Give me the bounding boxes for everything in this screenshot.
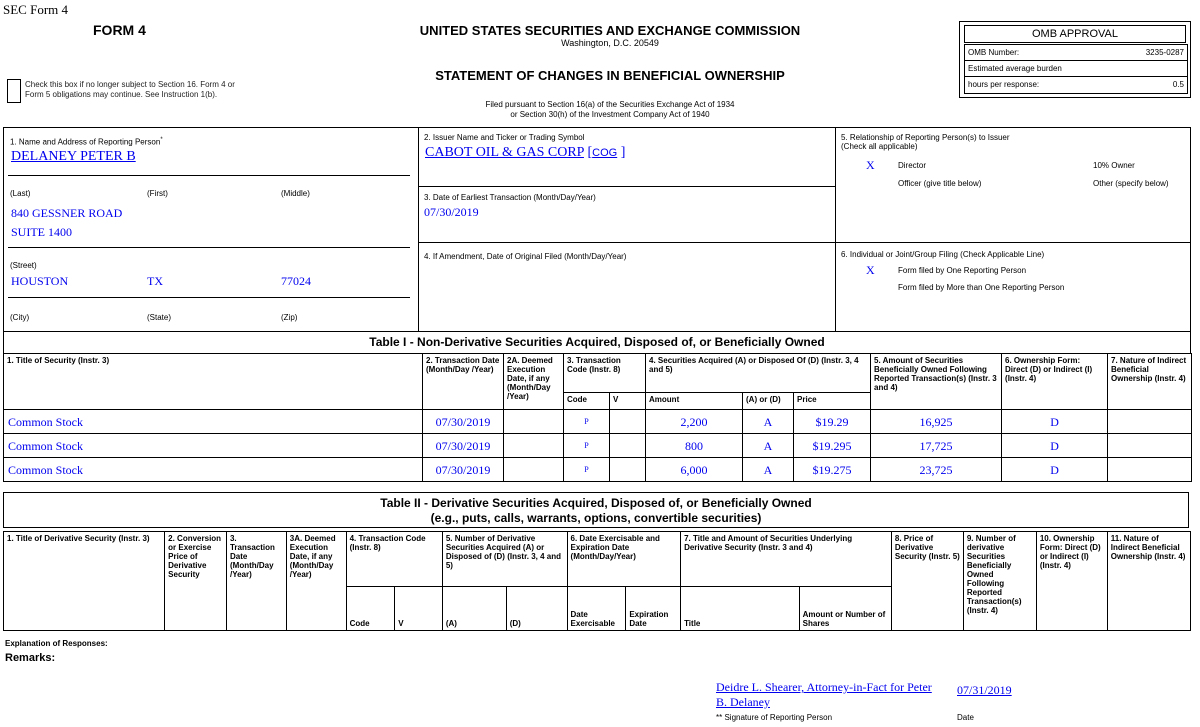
middle-label: (Middle) (281, 189, 310, 198)
price: $19.275 (794, 458, 871, 482)
reporting-person-section (4, 128, 419, 331)
amendment-label: 4. If Amendment, Date of Original Filed (Month/Day/Year) (424, 252, 627, 261)
ownership-form: D (1002, 434, 1108, 458)
t1-header-deemed-date: 2A. Deemed Execution Date, if any (Month/Day /Year) (504, 354, 564, 410)
one-person-check-mark[interactable]: X (866, 263, 875, 277)
t2-header-underlying: 7. Title and Amount of Securities Underlying Derivative Security (Instr. 3 and 4) (681, 532, 892, 587)
table2-title (3, 492, 1189, 528)
transaction-v (610, 458, 646, 482)
nature (1108, 458, 1192, 482)
omb-hours-value: 0.5 (1172, 80, 1184, 89)
t2-header-number-derivative: 5. Number of Derivative Securities Acquired (A) or Disposed of (D) (Instr. 3, 4 and 5) (442, 532, 567, 587)
issuer-ticker[interactable]: COG (592, 147, 618, 159)
omb-burden-label: Estimated average burden (968, 64, 1062, 73)
city-label: (City) (10, 313, 30, 322)
t1-header-title: 1. Title of Security (Instr. 3) (4, 354, 423, 410)
a-or-d: A (743, 434, 794, 458)
omb-hours-label: hours per response: (968, 80, 1040, 89)
transaction-v (610, 410, 646, 434)
agency-city: Washington, D.C. 20549 (561, 38, 659, 48)
t1-header-transaction-date: 2. Transaction Date (Month/Day /Year) (423, 354, 504, 410)
ticker-bracket-open: [ (587, 145, 593, 160)
non-derivative-table (3, 353, 1192, 482)
transaction-code: P (564, 434, 610, 458)
first-label: (First) (147, 189, 168, 198)
t2-subheader-a: (A) (442, 587, 506, 631)
issuer-section (419, 128, 836, 331)
t2-header-number-owned: 9. Number of derivative Securities Beneficially Owned Following Reported Transaction(s) (Instr. 4) (963, 532, 1036, 631)
relationship-section (836, 128, 1190, 331)
t2-header-deemed-date: 3A. Deemed Execution Date, if any (Month/Day /Year) (286, 532, 346, 631)
t1-header-amount-owned: 5. Amount of Securities Beneficially Owned Following Reported Transaction(s) (Instr. 3 and 4) (871, 354, 1002, 410)
t2-subheader-v: V (395, 587, 443, 631)
security-title: Common Stock (4, 458, 423, 482)
omb-title: OMB APPROVAL (964, 25, 1186, 43)
reporting-info-grid (3, 127, 1191, 332)
filed-pursuant-1: Filed pursuant to Section 16(a) of the Securities Exchange Act of 1934 (485, 100, 735, 109)
t1-header-transaction-code: 3. Transaction Code (Instr. 8) (564, 354, 646, 393)
amount-owned: 16,925 (871, 410, 1002, 434)
transaction-code: P (564, 458, 610, 482)
t2-header-ownership-form: 10. Ownership Form: Direct (D) or Indirect (I) (Instr. 4) (1036, 532, 1107, 631)
transaction-date: 07/30/2019 (423, 410, 504, 434)
transaction-v (610, 434, 646, 458)
nature (1108, 410, 1192, 434)
state-label: (State) (147, 313, 172, 322)
t2-header-conversion-price: 2. Conversion or Exercise Price of Derivative Security (165, 532, 227, 631)
zip-label: (Zip) (281, 313, 298, 322)
zip-value: 77024 (281, 274, 311, 288)
reporting-person-name[interactable]: DELANEY PETER B (11, 149, 136, 164)
nature (1108, 434, 1192, 458)
t2-header-nature: 11. Nature of Indirect Beneficial Ownership (Instr. 4) (1107, 532, 1190, 631)
explanation-of-responses: Explanation of Responses: (5, 639, 108, 648)
officer-label: Officer (give title below) (898, 179, 982, 188)
t2-subheader-expiration-date: Expiration Date (626, 587, 681, 631)
transaction-date: 07/30/2019 (423, 458, 504, 482)
relationship-label: 5. Relationship of Reporting Person(s) to Issuer (841, 133, 1010, 142)
earliest-transaction-date: 07/30/2019 (424, 205, 479, 219)
t2-subheader-date-exercisable: Date Exercisable (567, 587, 626, 631)
t1-subheader-a-or-d: (A) or (D) (743, 393, 794, 410)
security-title: Common Stock (4, 410, 423, 434)
agency-title: UNITED STATES SECURITIES AND EXCHANGE COMMISSION (419, 23, 801, 38)
filed-one-person-label: Form filed by One Reporting Person (898, 266, 1027, 275)
t2-subheader-amount-shares: Amount or Number of Shares (799, 587, 891, 631)
omb-number-label: OMB Number: (968, 48, 1020, 57)
signature-name[interactable] (716, 680, 932, 710)
t2-header-title: 1. Title of Derivative Security (Instr. 3) (4, 532, 165, 631)
reporting-person-label: 1. Name and Address of Reporting Person* (10, 137, 163, 147)
address-line-2: SUITE 1400 (11, 225, 72, 239)
price: $19.295 (794, 434, 871, 458)
issuer-name-ticker (425, 145, 625, 161)
last-label: (Last) (10, 189, 31, 198)
omb-details (964, 44, 1188, 94)
street-label: (Street) (10, 261, 37, 270)
ownership-form: D (1002, 458, 1108, 482)
deemed-date (504, 434, 564, 458)
signature-label: ** Signature of Reporting Person (716, 713, 833, 722)
t1-header-ownership-form: 6. Ownership Form: Direct (D) or Indirect (I) (Instr. 4) (1002, 354, 1108, 410)
ten-pct-owner-label: 10% Owner (1093, 161, 1135, 170)
price: $19.29 (794, 410, 871, 434)
issuer-name[interactable]: CABOT OIL & GAS CORP (425, 145, 584, 160)
relationship-sublabel: (Check all applicable) (841, 142, 918, 151)
signature-date[interactable]: 07/31/2019 (957, 683, 1012, 697)
transaction-code: P (564, 410, 610, 434)
derivative-table (3, 531, 1191, 631)
statement-title: STATEMENT OF CHANGES IN BENEFICIAL OWNERSHIP (435, 68, 785, 83)
t1-subheader-amount: Amount (646, 393, 743, 410)
table2-title-line1: Table II - Derivative Securities Acquired, Disposed of, or Beneficially Owned (380, 496, 812, 510)
a-or-d: A (743, 458, 794, 482)
t2-subheader-title: Title (681, 587, 800, 631)
filed-pursuant-2: or Section 30(h) of the Investment Company Act of 1940 (510, 110, 710, 119)
form-title: FORM 4 (93, 22, 146, 38)
amount: 800 (646, 434, 743, 458)
t1-header-nature: 7. Nature of Indirect Beneficial Ownership (Instr. 4) (1108, 354, 1192, 410)
table1-title: Table I - Non-Derivative Securities Acquired, Disposed of, or Beneficially Owned (3, 331, 1191, 354)
director-check-mark[interactable]: X (866, 158, 875, 172)
city-value: HOUSTON (11, 274, 69, 288)
other-label: Other (specify below) (1093, 179, 1169, 188)
amount: 6,000 (646, 458, 743, 482)
director-label: Director (898, 161, 927, 170)
deemed-date (504, 458, 564, 482)
amount-owned: 23,725 (871, 458, 1002, 482)
ownership-form: D (1002, 410, 1108, 434)
earliest-transaction-label: 3. Date of Earliest Transaction (Month/Day/Year) (424, 193, 596, 202)
issuer-label: 2. Issuer Name and Ticker or Trading Symbol (424, 133, 585, 142)
t2-header-price: 8. Price of Derivative Security (Instr. 5) (891, 532, 963, 631)
address-line-1: 840 GESSNER ROAD (11, 206, 123, 220)
table-row (4, 410, 1192, 434)
state-value: TX (147, 274, 163, 288)
t2-subheader-code: Code (346, 587, 395, 631)
filing-label: 6. Individual or Joint/Group Filing (Check Applicable Line) (841, 250, 1045, 259)
t2-subheader-d: (D) (506, 587, 567, 631)
omb-number-value: 3235-0287 (1145, 48, 1184, 57)
table2-title-line2: (e.g., puts, calls, warrants, options, convertible securities) (430, 511, 762, 525)
date-label: Date (957, 713, 974, 722)
t2-header-exercisable-expiration: 6. Date Exercisable and Expiration Date (Month/Day/Year) (567, 532, 681, 587)
t2-header-transaction-code: 4. Transaction Code (Instr. 8) (346, 532, 442, 587)
t1-header-securities-acquired: 4. Securities Acquired (A) or Disposed Of (D) (Instr. 3, 4 and 5) (646, 354, 871, 393)
section16-checkbox-label: Check this box if no longer subject to Section 16. Form 4 or Form 5 obligations may continue. See Instruction 1(b). (25, 80, 235, 99)
transaction-date: 07/30/2019 (423, 434, 504, 458)
omb-approval-box (959, 21, 1191, 98)
remarks-label: Remarks: (5, 652, 56, 664)
table-row (4, 458, 1192, 482)
signature-line-2: B. Delaney (716, 695, 770, 709)
a-or-d: A (743, 410, 794, 434)
filed-more-persons-label: Form filed by More than One Reporting Person (898, 283, 1065, 292)
t1-subheader-code: Code (564, 393, 610, 410)
sec-form-label: SEC Form 4 (3, 2, 69, 17)
deemed-date (504, 410, 564, 434)
ticker-bracket-close: ] (620, 145, 626, 160)
t1-subheader-v: V (610, 393, 646, 410)
amount-owned: 17,725 (871, 434, 1002, 458)
security-title: Common Stock (4, 434, 423, 458)
t2-header-transaction-date: 3. Transaction Date (Month/Day /Year) (226, 532, 286, 631)
section16-checkbox[interactable] (7, 79, 21, 103)
table-row (4, 434, 1192, 458)
signature-line-1: Deidre L. Shearer, Attorney-in-Fact for Peter (716, 680, 932, 694)
amount: 2,200 (646, 410, 743, 434)
t1-subheader-price: Price (794, 393, 871, 410)
